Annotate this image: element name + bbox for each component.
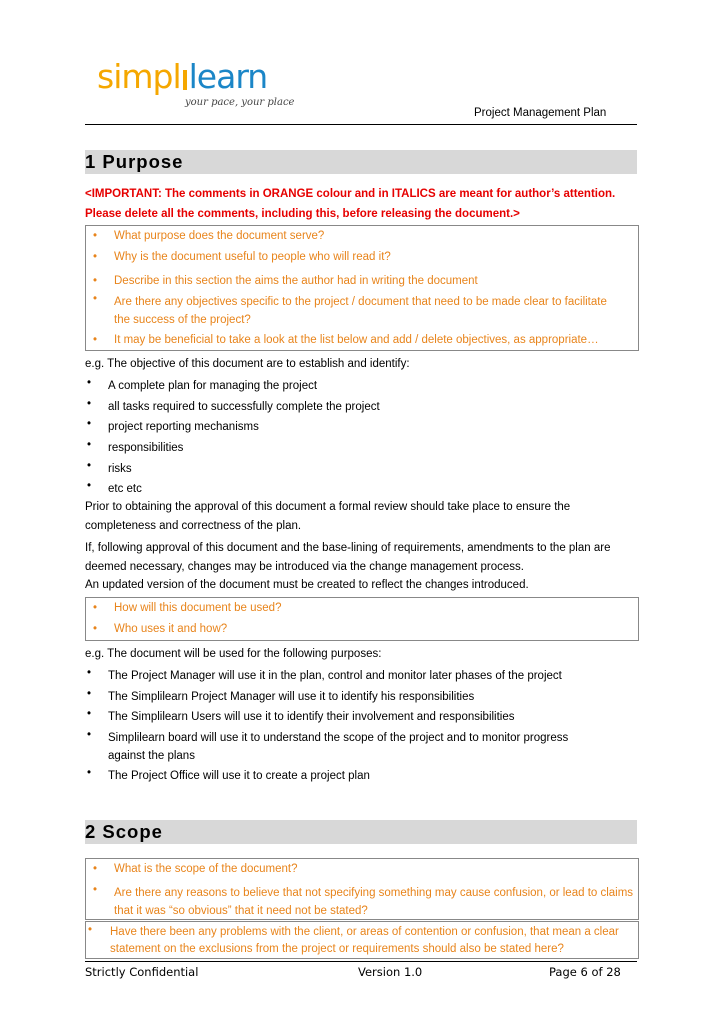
paragraph-review: Prior to obtaining the approval of this document a formal review should take place to ensure the completeness and correctness of the plan. bbox=[85, 501, 571, 532]
bullet: • bbox=[93, 275, 98, 287]
footer-confidential: Strictly Confidential bbox=[85, 965, 199, 979]
bullet: • bbox=[93, 623, 98, 635]
bullet: • bbox=[93, 334, 98, 346]
eg-objectives: e.g. The objective of this document are to establish and identify: bbox=[85, 358, 410, 370]
footer-rule bbox=[85, 961, 637, 962]
comment-item: Are there any objectives specific to the project / document that need to be made clear to facilitate the success of the project? bbox=[114, 296, 607, 326]
simplilearn-logo bbox=[97, 57, 297, 112]
comment-item: It may be beneficial to take a look at the list below and add / delete objectives, as appropriate… bbox=[114, 334, 599, 346]
eg-purposes: e.g. The document will be used for the following purposes: bbox=[85, 648, 382, 660]
footer-page-number: Page 6 of 28 bbox=[549, 965, 621, 979]
comment-item: Are there any reasons to believe that not specifying something may cause confusion, or lead to claims that it was “so obvious” that it need not be stated? bbox=[114, 887, 634, 917]
logo-i-bar bbox=[183, 70, 187, 90]
logo-part-1: simpl bbox=[97, 57, 181, 96]
logo-tagline: your pace, your place bbox=[185, 97, 295, 108]
comment-item: Have there been any problems with the client, or areas of contention or confusion, that mean a clear statement on the exclusions from the project or requirements should also be stated here? bbox=[110, 926, 619, 955]
bullet: • bbox=[88, 924, 93, 936]
header-title: Project Management Plan bbox=[474, 107, 607, 119]
section-2-heading: 2 Scope bbox=[85, 820, 637, 844]
comment-item: Who uses it and how? bbox=[114, 623, 228, 635]
paragraph-updated-version: An updated version of the document must be created to reflect the changes introduced. bbox=[85, 579, 529, 591]
comment-box-usage bbox=[85, 597, 639, 641]
section-1-heading: 1 Purpose bbox=[85, 150, 637, 174]
bullet: • bbox=[93, 863, 98, 875]
paragraph-amendments: If, following approval of this document and the base-lining of requirements, amendments to the plan are deemed necessary, changes may be introduced via the change management process. bbox=[85, 542, 611, 573]
comment-item: Describe in this section the aims the author had in writing the document bbox=[114, 275, 478, 287]
bullet: • bbox=[93, 602, 98, 614]
footer-version: Version 1.0 bbox=[358, 965, 423, 979]
comment-box-scope bbox=[85, 858, 639, 920]
logo-part-2: learn bbox=[188, 57, 268, 96]
comment-box-exclusions bbox=[85, 921, 639, 959]
comment-item: How will this document be used? bbox=[114, 602, 282, 614]
bullet: • bbox=[93, 884, 98, 896]
header-rule bbox=[85, 124, 637, 125]
important-note: <IMPORTANT: The comments in ORANGE colour and in ITALICS are meant for author’s attention. Please delete all the comments, including this, before releasing the document.> bbox=[85, 188, 616, 220]
comment-item: Why is the document useful to people who will read it? bbox=[114, 251, 391, 263]
bullet: • bbox=[93, 230, 98, 242]
bullet: • bbox=[93, 293, 98, 305]
bullet: • bbox=[93, 251, 98, 263]
comment-box-purpose bbox=[85, 225, 639, 351]
comment-item: What is the scope of the document? bbox=[114, 863, 298, 875]
comment-item: What purpose does the document serve? bbox=[114, 230, 325, 242]
